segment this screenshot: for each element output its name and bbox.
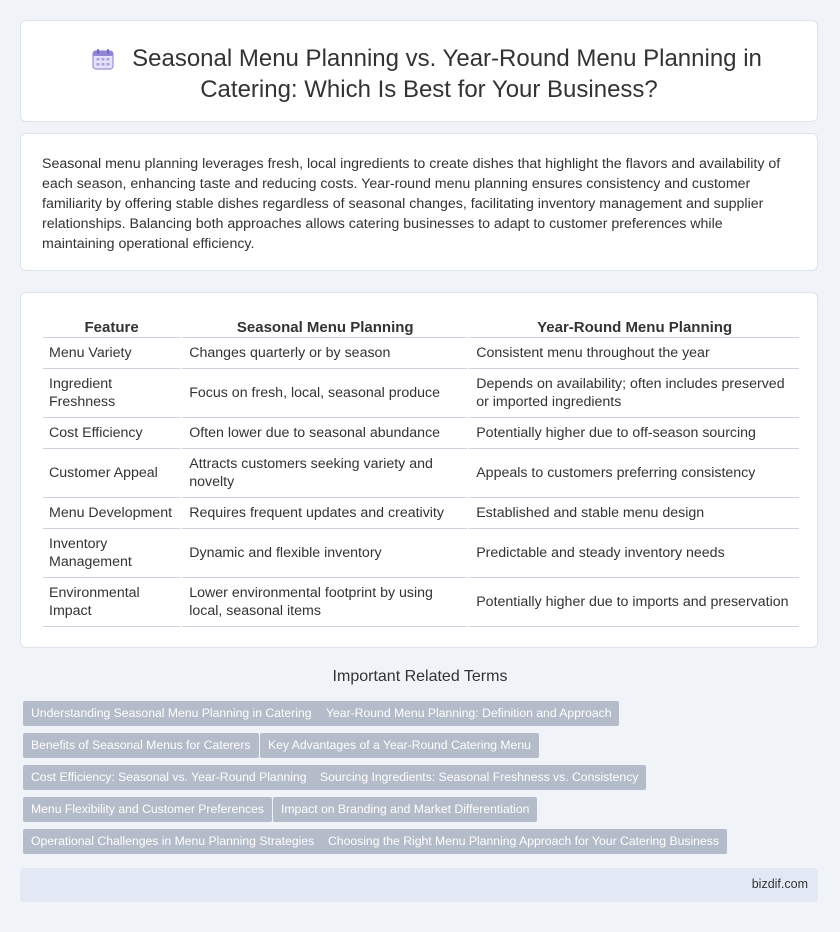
related-term-link[interactable]: Cost Efficiency: Seasonal vs. Year-Round Planning	[23, 765, 315, 790]
year-round-cell: Potentially higher due to off-season sourcing	[467, 418, 799, 449]
feature-cell: Environmental Impact	[43, 578, 180, 627]
seasonal-cell: Attracts customers seeking variety and novelty	[180, 449, 467, 498]
related-term-link[interactable]: Year-Round Menu Planning: Definition and Approach	[318, 701, 619, 726]
related-terms-heading: Important Related Terms	[332, 668, 508, 685]
feature-cell: Ingredient Freshness	[43, 369, 180, 418]
related-term-link[interactable]: Sourcing Ingredients: Seasonal Freshness vs. Consistency	[312, 765, 646, 790]
seasonal-cell: Often lower due to seasonal abundance	[180, 418, 467, 449]
page-title-line-2: Catering: Which Is Best for Your Business?	[200, 76, 658, 103]
related-term-link[interactable]: Choosing the Right Menu Planning Approach for Your Catering Business	[320, 829, 727, 854]
page-title	[81, 43, 777, 105]
feature-cell: Inventory Management	[43, 529, 180, 578]
feature-cell: Menu Variety	[43, 338, 180, 369]
footer	[20, 868, 818, 902]
related-term-link[interactable]: Menu Flexibility and Customer Preferences	[23, 797, 272, 822]
header-year-round: Year-Round Menu Planning	[467, 317, 799, 338]
table-row	[43, 498, 799, 529]
feature-cell: Menu Development	[43, 498, 180, 529]
seasonal-cell: Dynamic and flexible inventory	[180, 529, 467, 578]
seasonal-cell: Focus on fresh, local, seasonal produce	[180, 369, 467, 418]
table-row	[43, 338, 799, 369]
table-row	[43, 369, 799, 418]
intro-card	[20, 133, 818, 271]
comparison-table	[43, 317, 799, 627]
comparison-card	[20, 292, 818, 648]
header-feature: Feature	[43, 317, 180, 338]
year-round-cell: Consistent menu throughout the year	[467, 338, 799, 369]
feature-cell: Customer Appeal	[43, 449, 180, 498]
related-term-link[interactable]: Key Advantages of a Year-Round Catering Menu	[260, 733, 539, 758]
year-round-cell: Potentially higher due to imports and preservation	[467, 578, 799, 627]
related-term-link[interactable]: Understanding Seasonal Menu Planning in Catering	[23, 701, 320, 726]
feature-cell: Cost Efficiency	[43, 418, 180, 449]
related-term-link[interactable]: Operational Challenges in Menu Planning Strategies	[23, 829, 322, 854]
year-round-cell: Predictable and steady inventory needs	[467, 529, 799, 578]
table-row	[43, 529, 799, 578]
seasonal-cell: Changes quarterly or by season	[180, 338, 467, 369]
title-card	[20, 20, 818, 122]
year-round-cell: Established and stable menu design	[467, 498, 799, 529]
intro-paragraph: Seasonal menu planning leverages fresh, local ingredients to create dishes that highlight the flavors and availability of each season, enhancing taste and reducing costs. Year-round menu planning ensures consistency and customer familiarity by offering stable dishes regardless of seasonal changes, facilitating inventory management and supplier relationships. Balancing both approaches allows catering businesses to adapt to customer preferences while maintaining operational efficiency.	[42, 156, 781, 252]
table-row	[43, 578, 799, 627]
related-term-link[interactable]: Impact on Branding and Market Differentiation	[273, 797, 537, 822]
table-row	[43, 418, 799, 449]
site-name[interactable]: bizdif.com	[751, 877, 808, 891]
related-term-link[interactable]: Benefits of Seasonal Menus for Caterers	[23, 733, 259, 758]
header-seasonal: Seasonal Menu Planning	[180, 317, 467, 338]
year-round-cell: Appeals to customers preferring consistency	[467, 449, 799, 498]
page-title-line-1: Seasonal Menu Planning vs. Year-Round Menu Planning in	[132, 45, 762, 72]
table-header-row	[43, 317, 799, 338]
table-row	[43, 449, 799, 498]
seasonal-cell: Requires frequent updates and creativity	[180, 498, 467, 529]
seasonal-cell: Lower environmental footprint by using local, seasonal items	[180, 578, 467, 627]
year-round-cell: Depends on availability; often includes preserved or imported ingredients	[467, 369, 799, 418]
